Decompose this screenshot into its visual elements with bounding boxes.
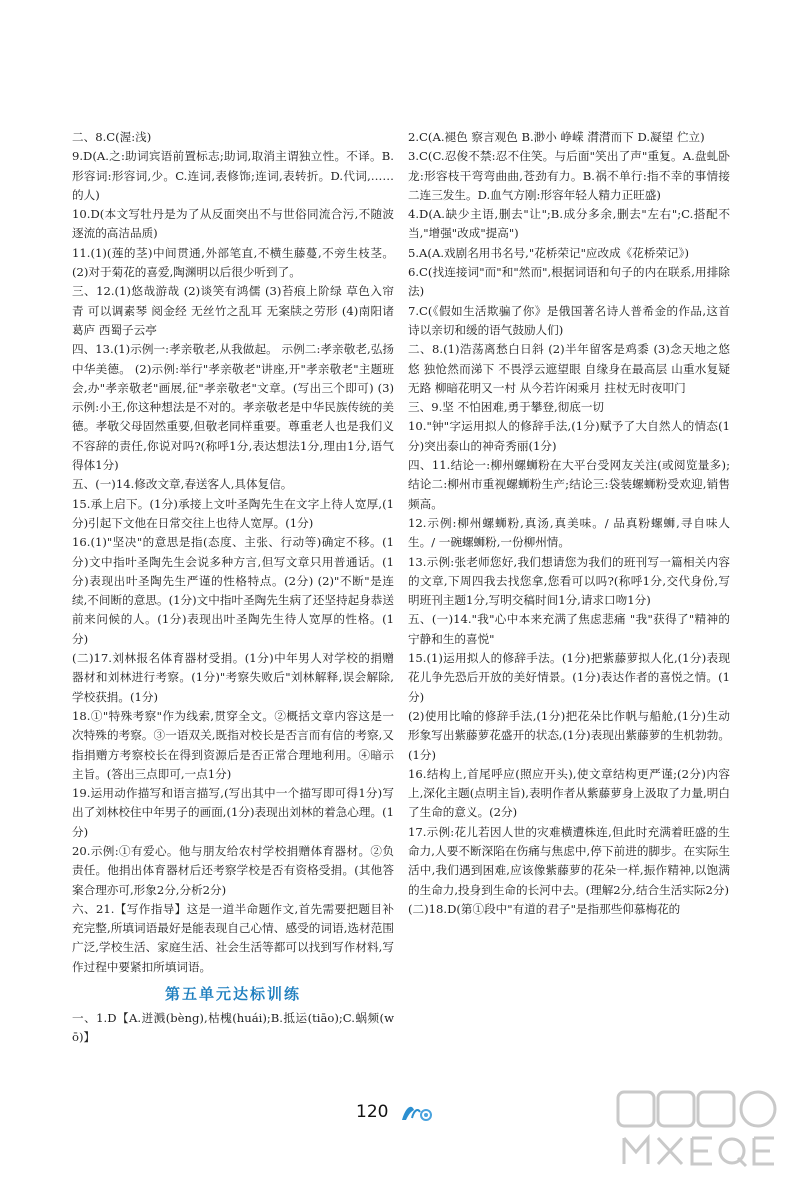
answer-paragraph: 四、13.(1)示例一:孝亲敬老,从我做起。 示例二:孝亲敬老,弘扬中华美德。 (2)示例:举行"孝亲敬老"讲座,开"孝亲敬老"主题班会,办"孝亲敬老"画展,征"孝亲敬老"文章。(写出三个即可) (3)示例:小王,你这种想法是不对的。孝亲敬老是中华民族传统的美德。孝敬父母固然重要,但敬老同样重要。尊重老人也是我们义不容辞的责任,你说对吗?(称呼1分,表达想法1分,理由1分,语气得体1分): [72, 342, 394, 473]
answer-paragraph: 11.(1)(莲的茎)中间贯通,外部笔直,不横生藤蔓,不旁生枝茎。 (2)对于菊花的喜爱,陶渊明以后很少听到了。: [72, 245, 394, 280]
answer-paragraph: 16.(1)"坚决"的意思是指(态度、主张、行动等)确定不移。(1分)文中指叶圣陶先生会说多种方言,但写文章只用普通话。(1分)表现出叶圣陶先生严谨的性格特点。(2分) (2)"不断"是连续,不间断的意思。(1分)文中指叶圣陶先生病了还坚持起身恭送前来问候的人。(1分)表现出叶圣陶先生待人宽厚的性格。(1分): [72, 535, 394, 646]
answer-paragraph: 四、11.结论一:柳州螺蛳粉在大平台受网友关注(或阅览量多);结论二:柳州市重视螺蛳粉生产;结论三:袋装螺蛳粉受欢迎,销售频高。: [408, 458, 730, 511]
answer-paragraph: 10."钟"字运用拟人的修辞手法,(1分)赋予了大自然人的情态(1分)突出泰山的神奇秀丽(1分): [408, 419, 730, 453]
answer-paragraph: 二、8.C(渥:浅): [72, 130, 152, 144]
answer-paragraph: (二)18.D(第①段中"有道的君子"是指那些仰慕梅花的: [408, 901, 681, 916]
brand-logo-icon: [398, 1100, 438, 1124]
answer-paragraph: 六、21.【写作指导】这是一道半命题作文,首先需要把题目补充完整,所填词语最好是能表现自己心情、感受的词语,选材范围广泛,学校生活、家庭生活、社会生活等都可以找到写作材料,写作过程中要紧扣所填词语。: [72, 901, 394, 974]
answer-paragraph: 五、(一)14."我"心中本来充满了焦虑悲痛 "我"获得了"精神的宁静和生的喜悦": [408, 612, 730, 646]
answer-paragraph: 二、8.(1)浩荡离愁白日斜 (2)半年留客是鸡黍 (3)念天地之悠悠 独怆然而涕下 不畏浮云遮望眼 自缘身在最高层 山重水复疑无路 柳暗花明又一村 从今若许闲乘月 拄杖无时夜叩门: [408, 342, 730, 395]
answer-paragraph: 5.A(A.戏剧名用书名号,"花桥荣记"应改成《花桥荣记》): [408, 245, 689, 260]
answer-paragraph: 16.结构上,首尾呼应(照应开头),使文章结构更严谨;(2分)内容上,深化主题(点明主旨),表明作者从紫藤萝身上汲取了力量,明白了生命的意义。(2分): [408, 766, 730, 820]
answer-paragraph: (2)使用比喻的修辞手法,(1分)把花朵比作帆与船舱,(1分)生动形象写出紫藤萝花盛开的状态,(1分)表现出紫藤萝的生机勃勃。(1分): [408, 708, 730, 762]
answer-paragraph: 15.承上启下。(1分)承接上文叶圣陶先生在文字上待人宽厚,(1分)引起下文他在日常交往上也待人宽厚。(1分): [72, 496, 394, 530]
answer-paragraph: 17.示例:花儿若因人世的灾难横遭株连,但此时充满着旺盛的生命力,人要不断深陷在伤痛与焦虑中,停下前进的脚步。在实际生活中,我们遇到困难,应该像紫藤萝的花朵一样,振作精神,以饱满的生命力,投身到生命的长河中去。(理解2分,结合生活实际2分): [408, 824, 730, 897]
answer-paragraph: 三、9.坚 不怕困难,勇于攀登,彻底一切: [408, 400, 605, 415]
answer-paragraph: 9.D(A.之:助词宾语前置标志;助词,取消主谓独立性。不译。B.形容词:形容词,少。C.连词,表修饰;连词,表转折。D.代词,……的人): [72, 149, 394, 202]
answer-paragraph: 五、(一)14.修改文章,春送客人,具体复信。: [72, 477, 293, 492]
answer-paragraph: 15.(1)运用拟人的修辞手法。(1分)把紫藤萝拟人化,(1分)表现花儿争先恐后开放的美好情景。(1分)表达作者的喜悦之情。(1分): [408, 651, 730, 704]
answer-paragraph: 4.D(A.缺少主语,删去"让";B.成分多余,删去"左右";C.搭配不当,"增强"改成"提高"): [408, 207, 730, 241]
answer-paragraph: 2.C(A.褪色 察言观色 B.渺小 峥嵘 潸潸而下 D.凝望 伫立): [408, 130, 705, 144]
answer-paragraph: 7.C(《假如生活欺骗了你》是俄国著名诗人普希金的作品,这首诗以亲切和缓的语气鼓励人们): [408, 303, 730, 337]
answer-paragraph: 13.示例:张老师您好,我们想请您为我们的班刊写一篇相关内容的文章,下周四我去找您拿,您看可以吗?(称呼1分,交代身份,写明班刊主题1分,写明交稿时间1分,请求口吻1分): [408, 554, 730, 608]
left-column: [72, 128, 394, 1048]
answer-paragraph: 三、12.(1)悠哉游哉 (2)谈笑有鸿儒 (3)苔痕上阶绿 草色入帘青 可以调素琴 阅金经 无丝竹之乱耳 无案牍之劳形 (4)南阳诸葛庐 西蜀子云亭: [72, 284, 394, 337]
answer-paragraph: 12.示例:柳州螺蛳粉,真汤,真美味。/ 品真粉螺蛳,寻自味人生。/ 一碗螺蛳粉,一份柳州情。: [408, 515, 730, 550]
answer-paragraph: 19.运用动作描写和语言描写,(写出其中一个描写即可得1分)写出了刘林校住中年男子的画面,(1分)表现出刘林的着急心理。(1分): [72, 786, 394, 839]
watermark-logo-icon: [612, 1086, 782, 1171]
answer-paragraph: 10.D(本文写牡丹是为了从反面突出不与世俗同流合污,不随波逐流的高洁品质): [72, 207, 394, 241]
answer-paragraph: 6.C(找连接词"而"和"然而",根据词语和句子的内在联系,用排除法): [408, 265, 730, 299]
page-number: 120: [356, 1102, 389, 1122]
answer-paragraph: (二)17.刘林报名体育器材受捐。(1分)中年男人对学校的捐赠器材和刘林进行考察。(1分)"考察失败后"刘林解释,误会解除,学校获捐。(1分): [72, 651, 394, 704]
unit-heading: 第五单元达标训练: [164, 985, 301, 1004]
right-column: [408, 128, 730, 919]
answer-paragraph: 3.C(C.忍俊不禁:忍不住笑。与后面"笑出了声"重复。A.盘虬卧龙:形容枝干弯弯曲曲,苍劲有力。B.祸不单行:指不幸的事情接二连三发生。D.血气方刚:形容年轻人精力正旺盛): [408, 149, 730, 202]
answer-paragraph: 18.①"特殊考察"作为线索,贯穿全文。②概括文章内容这是一次特殊的考察。③一语双关,既指对校长是否言而有信的考察,又指捐赠方考察校长在得到资源后是否正常合理地利用。④暗示主旨。(答出三点即可,一点1分): [72, 708, 394, 781]
answer-paragraph: 一、1.D【A.迸溅(bèng),枯槐(huái);B.抵运(tiāo);C.蜗频(wō)】: [72, 1011, 394, 1045]
answer-paragraph: 20.示例:①有爱心。他与朋友给农村学校捐赠体育器材。②负责任。他捐出体育器材后还考察学校是否有资格受捐。(其他答案合理亦可,形象2分,分析2分): [72, 843, 394, 897]
